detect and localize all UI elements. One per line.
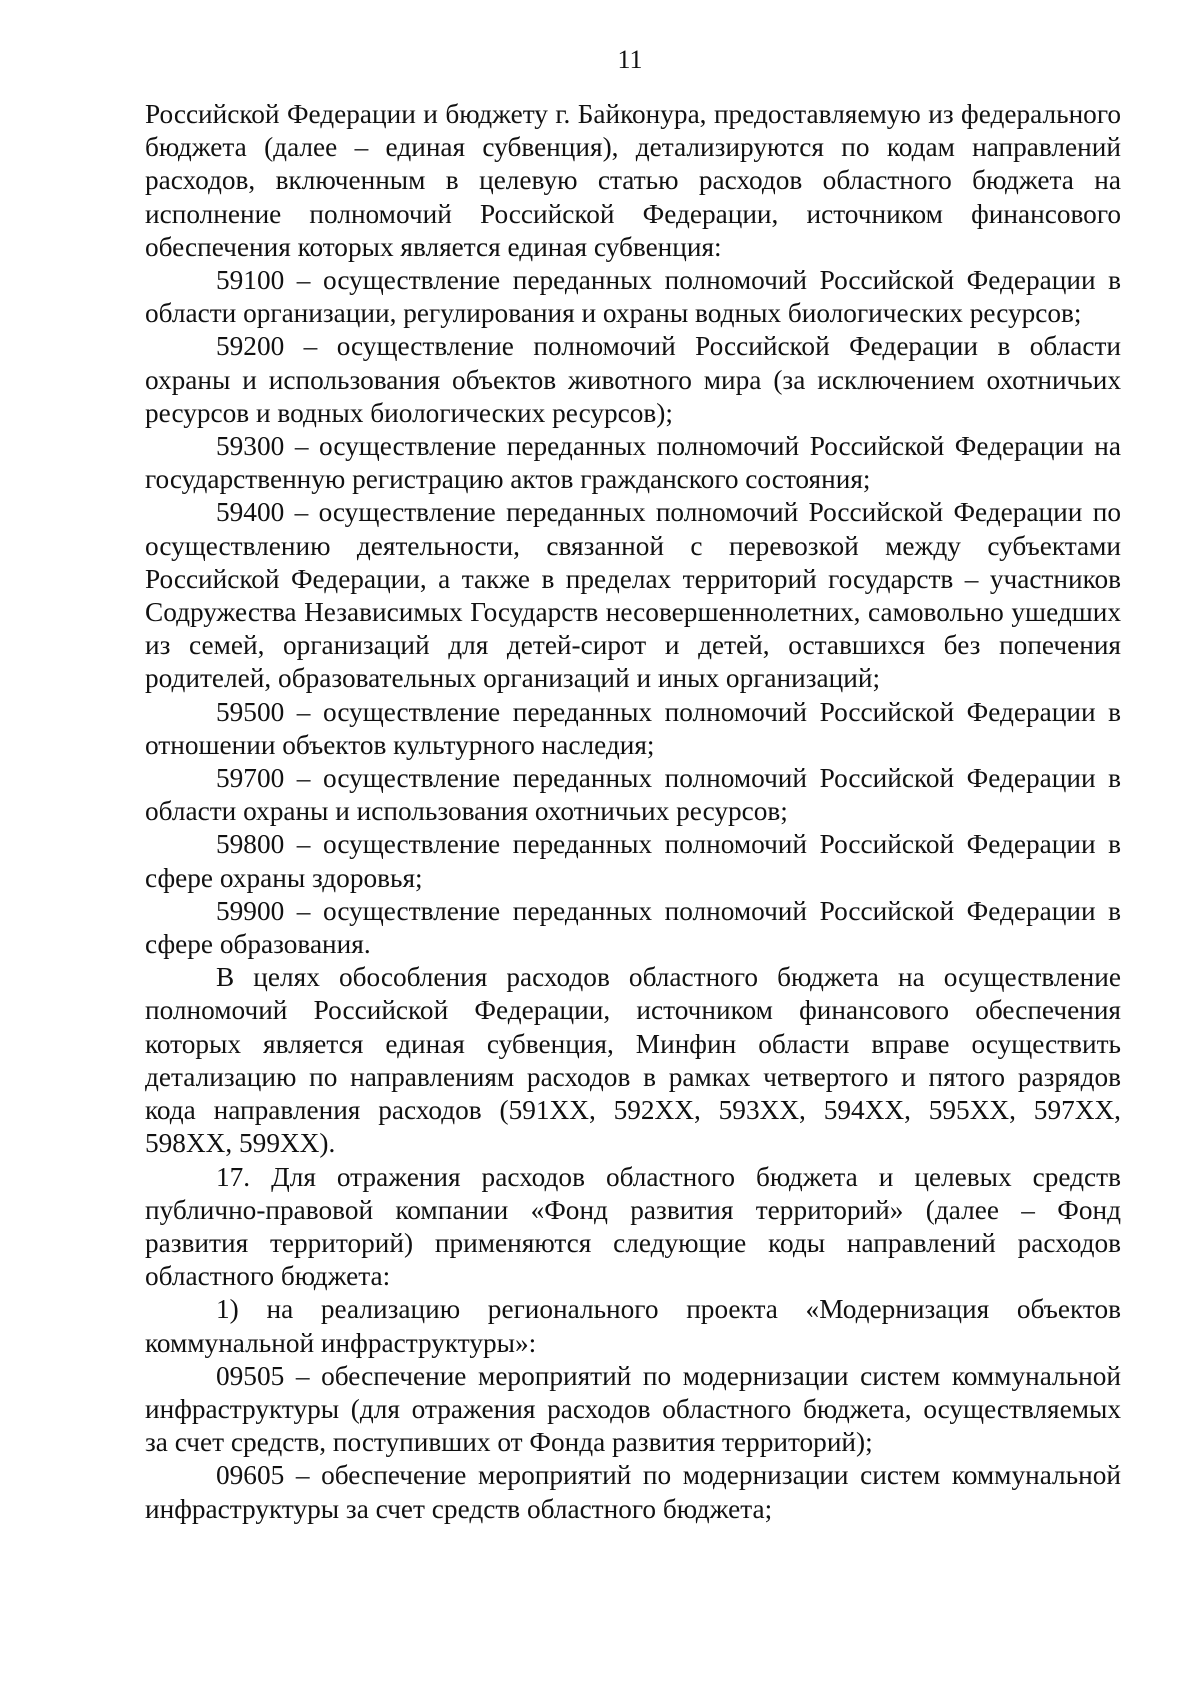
paragraph-59900: 59900 – осуществление переданных полномочий Российской Федерации в сфере образования. [145,895,1121,960]
paragraph-59500: 59500 – осуществление переданных полномочий Российской Федерации в отношении объектов культурного наследия; [145,696,1121,760]
paragraph-continuation: Российской Федерации и бюджету г. Байконура, предоставляемую из федерального бюджета (далее – единая субвенция), детализируются по кодам направлений расходов, включенным в целевую статью расходов областного бюджета на исполнение полномочий Российской Федерации, источником финансового обеспечения которых является единая субвенция: [145,99,1121,262]
paragraph-59300: 59300 – осуществление переданных полномочий Российской Федерации на государственную регистрацию актов гражданского состояния; [145,431,1121,495]
paragraph-59800: 59800 – осуществление переданных полномочий Российской Федерации в сфере охраны здоровья; [145,829,1121,893]
paragraph-detalization: В целях обособления расходов областного бюджета на осуществление полномочий Российской Федерации, источником финансового обеспечения которых является единая субвенция, Минфин области вправе осуществить детализацию по направлениям расходов в рамках четвертого и пятого разрядов кода направления расходов (591XX, 592XX, 593XX, 594XX, 595XX, 597XX, 598XX, 599XX). [145,962,1121,1159]
paragraph-59400: 59400 – осуществление переданных полномочий Российской Федерации по осуществлению деятельности, связанной с перевозкой между субъектами Российской Федерации, а также в пределах территорий государств – участников Содружества Независимых Государств несовершеннолетних, самовольно ушедших из семей, организаций для детей-сирот и детей, оставшихся без попечения родителей, образовательных организаций и иных организаций; [145,497,1121,694]
paragraph-59700: 59700 – осуществление переданных полномочий Российской Федерации в области охраны и использования охотничьих ресурсов; [145,763,1121,827]
paragraph-59200: 59200 – осуществление полномочий Российской Федерации в области охраны и использования объектов животного мира (за исключением охотничьих ресурсов и водных биологических ресурсов); [145,331,1121,428]
page-number: 11 [617,45,643,74]
paragraph-section-17: 17. Для отражения расходов областного бюджета и целевых средств публично-правовой компании «Фонд развития территорий» (далее – Фонд развития территорий) применяются следующие коды направлений расходов областного бюджета: [145,1161,1121,1292]
paragraph-09605: 09605 – обеспечение мероприятий по модернизации систем коммунальной инфраструктуры за счет средств областного бюджета; [145,1460,1121,1524]
document-body [145,98,1121,1526]
paragraph-59100: 59100 – осуществление переданных полномочий Российской Федерации в области организации, регулирования и охраны водных биологических ресурсов; [145,265,1121,329]
paragraph-item-1: 1) на реализацию регионального проекта «Модернизация объектов коммунальной инфраструктуры»: [145,1294,1121,1358]
paragraph-09505: 09505 – обеспечение мероприятий по модернизации систем коммунальной инфраструктуры (для отражения расходов областного бюджета, осуществляемых за счет средств, поступивших от Фонда развития территорий); [145,1360,1121,1458]
